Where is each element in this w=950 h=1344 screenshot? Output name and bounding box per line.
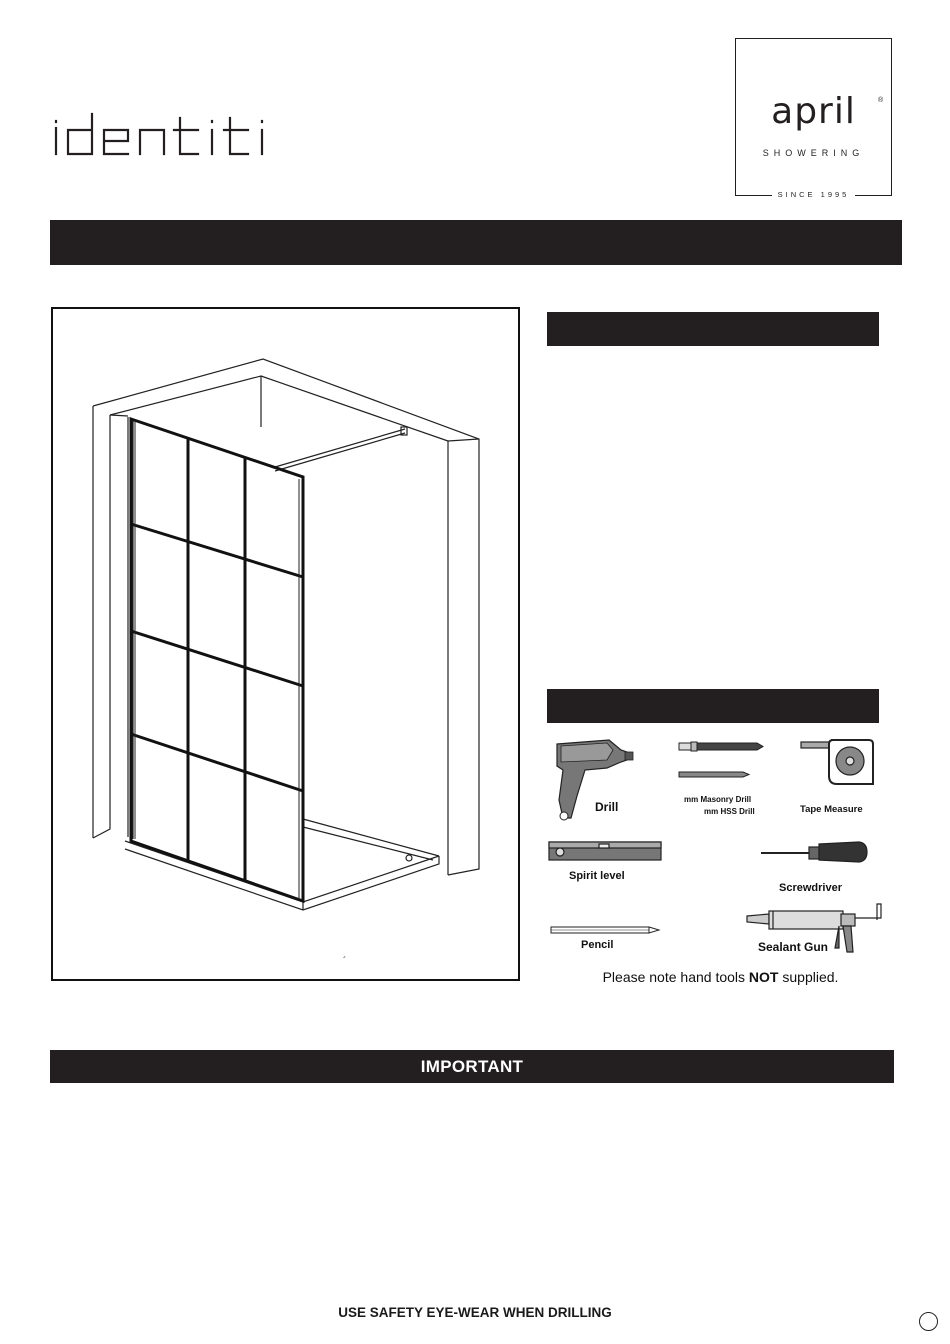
- drill-bits-icon: [679, 742, 763, 777]
- tools-illustration: [547, 730, 892, 965]
- product-drawing-frame: [51, 307, 520, 981]
- tool-label-masonry-drill: mm Masonry Drill: [684, 795, 752, 804]
- april-wordmark: april: [771, 91, 856, 132]
- logo-since: SINCE 1995: [736, 190, 891, 199]
- tool-label-pencil: Pencil: [581, 939, 614, 951]
- screwdriver-icon: [761, 842, 867, 862]
- tape-measure-icon: [801, 740, 873, 784]
- logo-tagline: SHOWERING: [762, 148, 865, 158]
- important-bar: IMPORTANT: [50, 1050, 894, 1083]
- april-logo: [735, 38, 892, 199]
- tool-label-hss-drill: mm HSS Drill: [704, 807, 755, 816]
- tool-label-spirit-level: Spirit level: [569, 870, 625, 882]
- section-bar-1: [547, 312, 879, 346]
- tools-note: Please note hand tools NOT supplied.: [602, 969, 839, 985]
- pencil-icon: [551, 927, 659, 933]
- page-number-circle: [919, 1312, 938, 1331]
- section-bar-tools: [547, 689, 879, 723]
- tool-label-tape-measure: Tape Measure: [800, 804, 863, 815]
- drawing-mark: ´: [343, 956, 347, 967]
- tool-label-screwdriver: Screwdriver: [779, 882, 842, 894]
- spirit-level-icon: [549, 842, 661, 860]
- title-bar: [50, 220, 902, 265]
- identiti-logo: [52, 108, 267, 158]
- registered-mark: ®: [878, 97, 884, 104]
- tool-label-sealant-gun: Sealant Gun: [758, 940, 829, 954]
- shower-screen-illustration: [53, 309, 517, 978]
- safety-warning: USE SAFETY EYE-WEAR WHEN DRILLING: [338, 1305, 612, 1320]
- tool-label-drill: Drill: [595, 800, 619, 814]
